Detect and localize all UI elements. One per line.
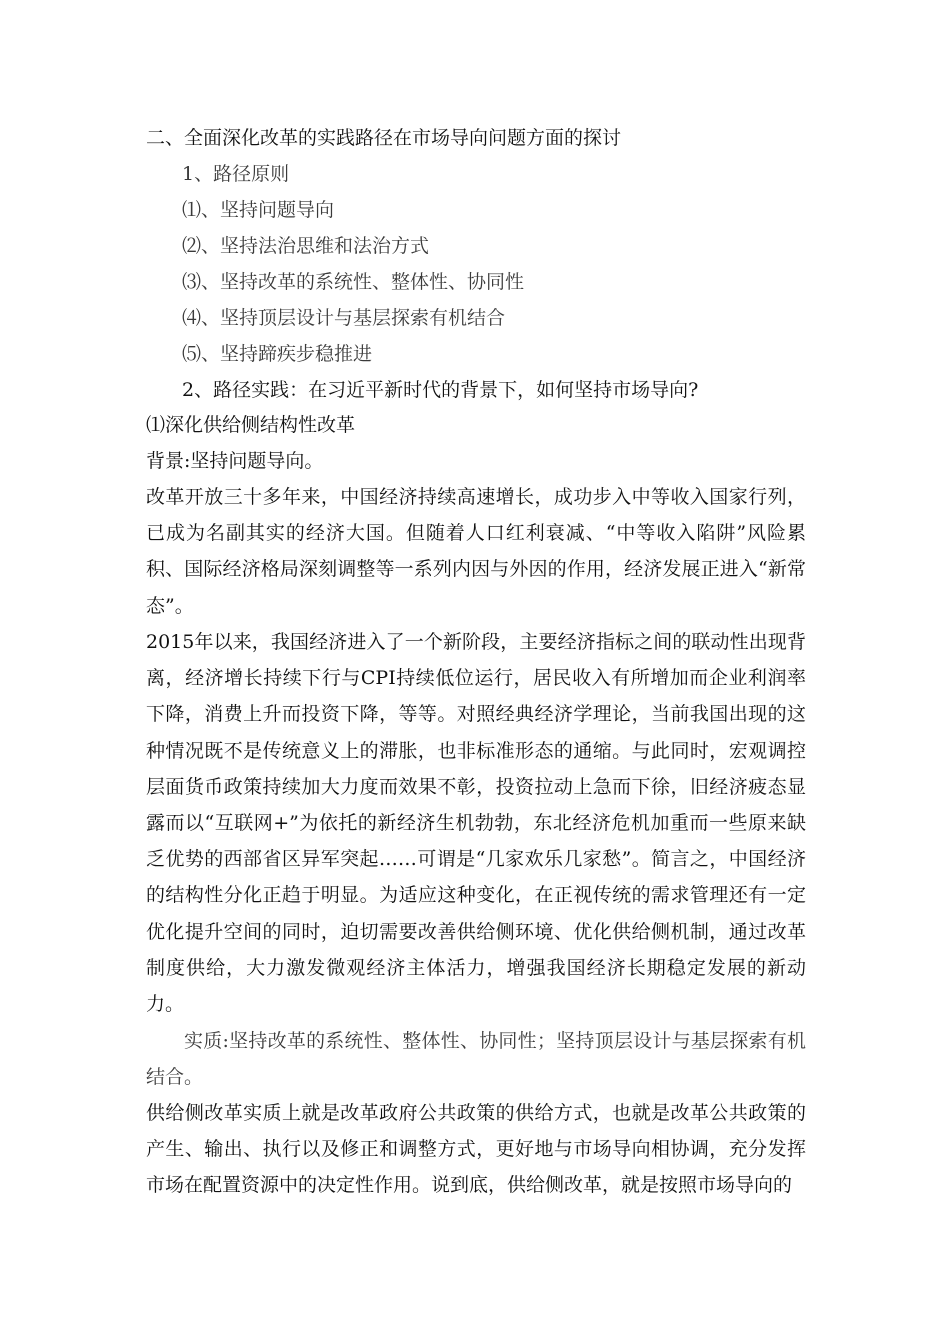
section-title: 二、全面深化改革的实践路径在市场导向问题方面的探讨 [146, 127, 622, 149]
principle-item: ⑸、坚持蹄疾步稳推进 [182, 343, 373, 365]
paragraph-2: 2015年以来，我国经济进入了一个新阶段，主要经济指标之间的联动性出现背离，经济增长持续下行与CPI持续低位运行，居民收入有所增加而企业利润率下降，消费上升而投资下降，等等。对照经典经济学理论，当前我国出现的这种情况既不是传统意义上的滞胀，也非标准形态的通缩。与此同时，宏观调控层面货币政策持续加大力度而效果不彰，投资拉动上急而下徐，旧经济疲态显露而以“互联网+”为依托的新经济生机勃勃，东北经济危机加重而一些原来缺乏优势的西部省区异军突起……可谓是“几家欢乐几家愁”。简言之，中国经济的结构性分化正趋于明显。为适应这种变化，在正视传统的需求管理还有一定优化提升空间的同时，迫切需要改善供给侧环境、优化供给侧机制，通过改革制度供给，大力激发微观经济主体活力，增强我国经济长期稳定发展的新动力。 [146, 631, 806, 1016]
background-label: 背景:坚持问题导向。 [146, 450, 324, 472]
principle-item: ⑵、坚持法治思维和法治方式 [182, 235, 430, 257]
item-heading: ⑴深化供给侧结构性改革 [146, 414, 356, 436]
essence-paragraph: 实质:坚持改革的系统性、整体性、协同性；坚持顶层设计与基层探索有机结合。 [146, 1030, 806, 1089]
subheading-path-principles: 1、路径原则 [182, 163, 290, 185]
principle-item: ⑷、坚持顶层设计与基层探索有机结合 [182, 307, 506, 329]
principle-item: ⑶、坚持改革的系统性、整体性、协同性 [182, 271, 525, 293]
subheading-path-practice: 2、路径实践：在习近平新时代的背景下，如何坚持市场导向? [182, 379, 699, 401]
paragraph-3: 供给侧改革实质上就是改革政府公共政策的供给方式，也就是改革公共政策的产生、输出、执行以及修正和调整方式，更好地与市场导向相协调，充分发挥市场在配置资源中的决定性作用。说到底，供给侧改革，就是按照市场导向的 [146, 1102, 806, 1197]
paragraph-1: 改革开放三十多年来，中国经济持续高速增长，成功步入中等收入国家行列，已成为名副其实的经济大国。但随着人口红利衰减、“中等收入陷阱”风险累积、国际经济格局深刻调整等一系列内因与外因的作用，经济发展正进入“新常态”。 [146, 486, 806, 617]
principle-item: ⑴、坚持问题导向 [182, 199, 335, 221]
